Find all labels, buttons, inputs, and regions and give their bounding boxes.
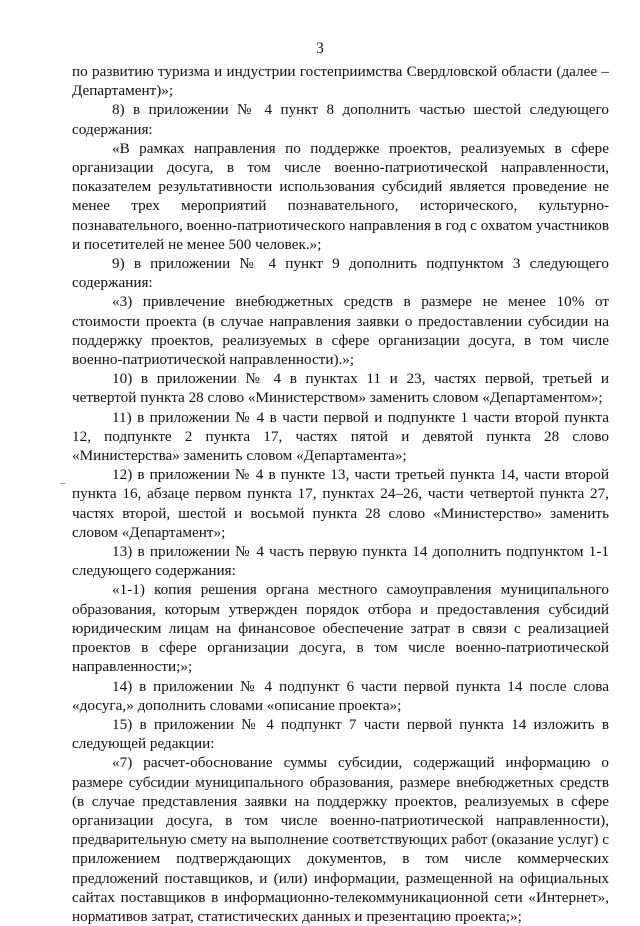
paragraph-item-14: 14) в приложении № 4 подпункт 6 части первой пункта 14 после слова «досуга,» дополнить словами «описание проекта»; (72, 677, 609, 714)
paragraph-continuation: по развитию туризма и индустрии гостеприимства Свердловской области (далее – Департамент)»; (72, 63, 609, 100)
document-body (72, 62, 609, 926)
paragraph-item-10: 10) в приложении № 4 в пунктах 11 и 23, частях первой, третьей и четвертой пункта 28 слово «Министерством» заменить словом «Департаментом»; (72, 370, 609, 407)
paragraph-quote-8: «В рамках направления по поддержке проектов, реализуемых в сфере организации досуга, в том числе военно-патриотической направленности, показателем результативности использования субсидий является проведение не менее трех мероприятий познавательного, исторического, культурно-познавательного, военно-патриотического направления в год с охватом участников и посетителей не менее 500 человек.»; (72, 139, 609, 253)
paragraph-quote-15: «7) расчет-обоснование суммы субсидии, содержащий информацию о размере субсидии муниципального образования, размере внебюджетных средств (в случае представления заявки на поддержку проектов, реализуемых в сфере организации досуга, в том числе военно-патриотической направленности), предварительную смету на выполнение соответствующих работ (оказание услуг) с приложением подтверждающих документов, в том числе коммерческих предложений поставщиков, и (или) информации, размещенной на официальных сайтах поставщиков в информационно-телекоммуникационной сети «Интернет», нормативов затрат, статистических данных и презентацию проекта;»; (72, 754, 609, 925)
paragraph-quote-9: «3) привлечение внебюджетных средств в размере не менее 10% от стоимости проекта (в случае направления заявки о предоставлении субсидии на поддержку проектов, реализуемых в сфере организации досуга, в том числе военно-патриотической направленности).»; (72, 293, 609, 369)
paragraph-item-12: 12) в приложении № 4 в пункте 13, части третьей пункта 14, части второй пункта 16, абзаце первом пункта 17, пунктах 24–26, части четвертой пункта 27, частях второй, шестой и восьмой пункта 28 слово «Министерство» заменить словом «Департамент»; (72, 466, 609, 541)
paragraph-item-8: 8) в приложении № 4 пункт 8 дополнить частью шестой следующего содержания: (72, 101, 609, 138)
paragraph-quote-13: «1-1) копия решения органа местного самоуправления муниципального образования, которым утвержден порядок отбора и предоставления субсидий юридическим лицам на финансовое обеспечение затрат в связи с реализацией проектов в сфере организации досуга, в том числе военно-патриотической направленности;»; (72, 581, 609, 676)
page-number: 3 (316, 40, 324, 57)
paragraph-item-9: 9) в приложении № 4 пункт 9 дополнить подпунктом 3 следующего содержания: (72, 255, 609, 292)
paragraph-item-15: 15) в приложении № 4 подпункт 7 части первой пункта 14 изложить в следующей редакции: (72, 715, 609, 753)
margin-mark (60, 483, 65, 484)
paragraph-item-11: 11) в приложении № 4 в части первой и подпункте 1 части второй пункта 12, подпункте 2 пункта 17, частях пятой и девятой пункта 28 слово «Министерства» заменить словом «Департамента»; (72, 408, 609, 465)
paragraph-item-13: 13) в приложении № 4 часть первую пункта 14 дополнить подпунктом 1-1 следующего содержания: (72, 543, 609, 580)
